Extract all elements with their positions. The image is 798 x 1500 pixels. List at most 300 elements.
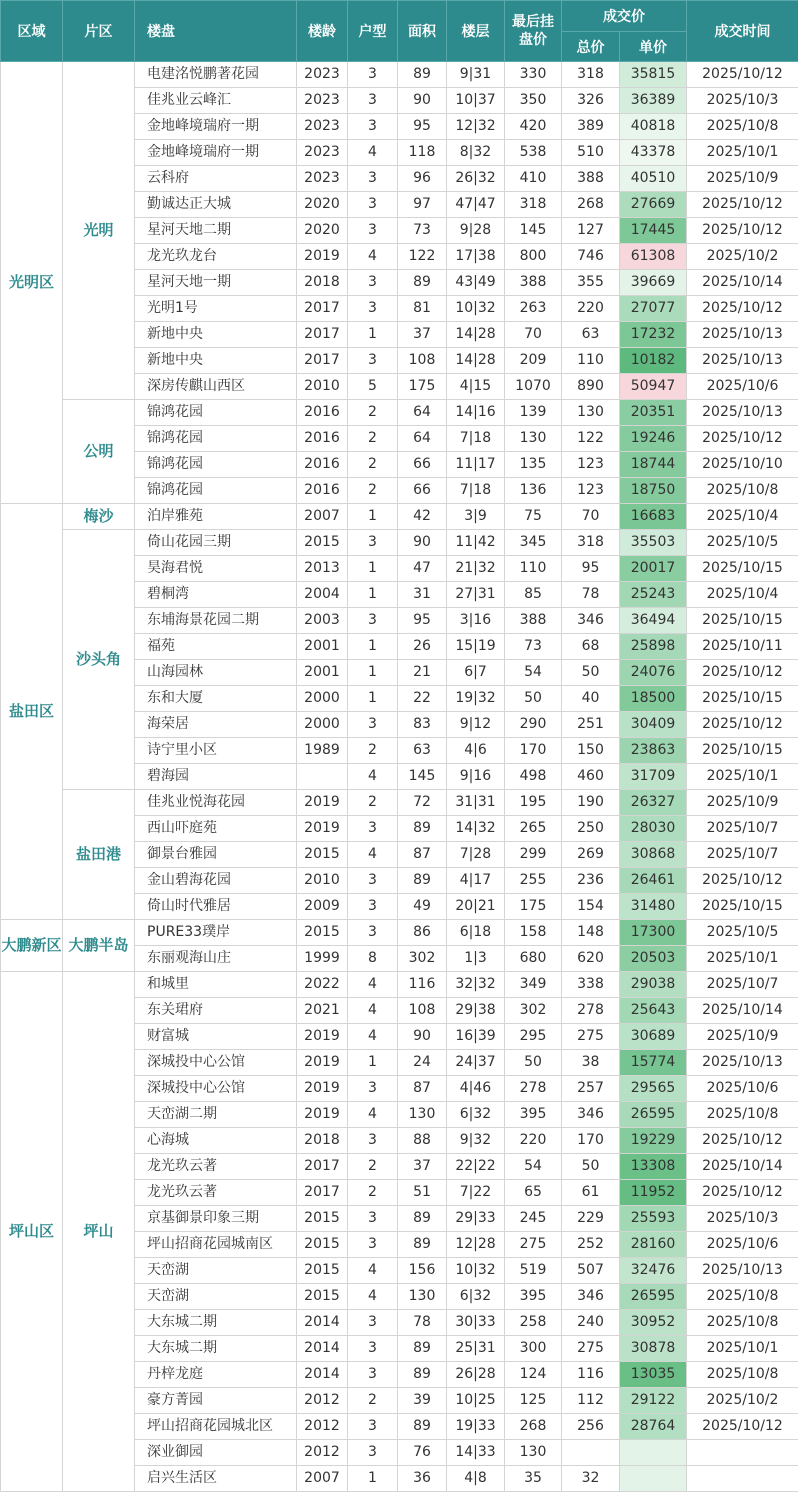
floor-cell: 10|37 [447, 88, 505, 114]
floor-cell: 26|32 [447, 166, 505, 192]
area-cell: 89 [398, 1336, 447, 1362]
date-cell: 2025/10/9 [687, 166, 798, 192]
floor-cell: 8|32 [447, 140, 505, 166]
total-cell: 112 [562, 1388, 620, 1414]
layout-cell: 4 [348, 842, 398, 868]
floor-cell: 16|39 [447, 1024, 505, 1050]
area-cell: 90 [398, 88, 447, 114]
area-cell: 37 [398, 1154, 447, 1180]
floor-cell: 9|28 [447, 218, 505, 244]
header-zone: 片区 [63, 1, 135, 62]
unit-cell: 39669 [620, 270, 687, 296]
total-cell: 123 [562, 478, 620, 504]
age-cell: 2019 [297, 1102, 348, 1128]
date-cell: 2025/10/3 [687, 88, 798, 114]
layout-cell: 8 [348, 946, 398, 972]
area-cell: 89 [398, 270, 447, 296]
unit-cell: 50947 [620, 374, 687, 400]
area-cell: 49 [398, 894, 447, 920]
total-cell: 346 [562, 608, 620, 634]
table-row [1, 530, 798, 556]
total-cell: 275 [562, 1024, 620, 1050]
layout-cell: 1 [348, 556, 398, 582]
floor-cell: 19|33 [447, 1414, 505, 1440]
name-cell: 佳兆业云峰汇 [135, 88, 297, 114]
total-cell: 507 [562, 1258, 620, 1284]
age-cell: 2010 [297, 868, 348, 894]
area-cell: 118 [398, 140, 447, 166]
age-cell: 2022 [297, 972, 348, 998]
zone-cell: 梅沙 [63, 504, 135, 530]
age-cell: 2016 [297, 452, 348, 478]
unit-cell: 10182 [620, 348, 687, 374]
list-cell: 680 [505, 946, 562, 972]
list-cell: 350 [505, 88, 562, 114]
floor-cell: 25|31 [447, 1336, 505, 1362]
age-cell: 2015 [297, 1284, 348, 1310]
total-cell: 346 [562, 1284, 620, 1310]
unit-cell: 26327 [620, 790, 687, 816]
date-cell: 2025/10/2 [687, 1388, 798, 1414]
unit-cell: 36494 [620, 608, 687, 634]
date-cell: 2025/10/6 [687, 1076, 798, 1102]
age-cell: 2019 [297, 244, 348, 270]
unit-cell: 31480 [620, 894, 687, 920]
area-cell: 21 [398, 660, 447, 686]
layout-cell: 4 [348, 972, 398, 998]
total-cell: 127 [562, 218, 620, 244]
area-cell: 96 [398, 166, 447, 192]
floor-cell: 12|32 [447, 114, 505, 140]
total-cell: 229 [562, 1206, 620, 1232]
total-cell: 275 [562, 1336, 620, 1362]
name-cell: 锦鸿花园 [135, 400, 297, 426]
list-cell: 278 [505, 1076, 562, 1102]
age-cell: 2015 [297, 920, 348, 946]
unit-cell: 26595 [620, 1284, 687, 1310]
unit-cell: 25243 [620, 582, 687, 608]
list-cell: 302 [505, 998, 562, 1024]
layout-cell: 4 [348, 1258, 398, 1284]
date-cell: 2025/10/1 [687, 140, 798, 166]
floor-cell: 12|28 [447, 1232, 505, 1258]
name-cell: 云科府 [135, 166, 297, 192]
date-cell: 2025/10/12 [687, 62, 798, 88]
list-cell: 395 [505, 1102, 562, 1128]
age-cell: 2012 [297, 1388, 348, 1414]
total-cell: 355 [562, 270, 620, 296]
date-cell: 2025/10/14 [687, 270, 798, 296]
floor-cell: 4|8 [447, 1466, 505, 1492]
layout-cell: 3 [348, 1440, 398, 1466]
name-cell: 东丽观海山庄 [135, 946, 297, 972]
layout-cell: 2 [348, 1154, 398, 1180]
age-cell: 2019 [297, 1050, 348, 1076]
name-cell: 倚山花园三期 [135, 530, 297, 556]
date-cell: 2025/10/12 [687, 868, 798, 894]
floor-cell: 29|33 [447, 1206, 505, 1232]
list-cell: 50 [505, 1050, 562, 1076]
unit-cell: 30952 [620, 1310, 687, 1336]
header-area: 面积 [398, 1, 447, 62]
age-cell: 2019 [297, 816, 348, 842]
age-cell: 2014 [297, 1336, 348, 1362]
list-cell: 195 [505, 790, 562, 816]
unit-cell: 27077 [620, 296, 687, 322]
list-cell: 73 [505, 634, 562, 660]
area-cell: 89 [398, 62, 447, 88]
layout-cell: 4 [348, 1284, 398, 1310]
floor-cell: 47|47 [447, 192, 505, 218]
date-cell: 2025/10/12 [687, 1128, 798, 1154]
age-cell: 2017 [297, 1180, 348, 1206]
list-cell: 54 [505, 660, 562, 686]
total-cell: 252 [562, 1232, 620, 1258]
date-cell: 2025/10/10 [687, 452, 798, 478]
date-cell: 2025/10/15 [687, 556, 798, 582]
list-cell: 70 [505, 322, 562, 348]
total-cell: 460 [562, 764, 620, 790]
list-cell: 330 [505, 62, 562, 88]
date-cell: 2025/10/6 [687, 374, 798, 400]
total-cell: 620 [562, 946, 620, 972]
list-cell: 245 [505, 1206, 562, 1232]
total-cell: 268 [562, 192, 620, 218]
name-cell: 财富城 [135, 1024, 297, 1050]
age-cell: 2001 [297, 634, 348, 660]
area-cell: 87 [398, 1076, 447, 1102]
name-cell: 诗宁里小区 [135, 738, 297, 764]
name-cell: 碧桐湾 [135, 582, 297, 608]
unit-cell: 19229 [620, 1128, 687, 1154]
unit-cell: 26595 [620, 1102, 687, 1128]
layout-cell: 4 [348, 140, 398, 166]
age-cell: 2012 [297, 1440, 348, 1466]
list-cell: 145 [505, 218, 562, 244]
name-cell: 佳兆业悦海花园 [135, 790, 297, 816]
total-cell: 50 [562, 660, 620, 686]
table-header [1, 1, 798, 62]
age-cell: 2014 [297, 1310, 348, 1336]
list-cell: 124 [505, 1362, 562, 1388]
unit-cell: 17445 [620, 218, 687, 244]
date-cell: 2025/10/15 [687, 686, 798, 712]
unit-cell: 19246 [620, 426, 687, 452]
list-cell: 318 [505, 192, 562, 218]
area-cell: 302 [398, 946, 447, 972]
total-cell: 190 [562, 790, 620, 816]
floor-cell: 27|31 [447, 582, 505, 608]
table-row [1, 790, 798, 816]
floor-cell: 14|28 [447, 322, 505, 348]
name-cell: 御景台雅园 [135, 842, 297, 868]
age-cell: 2003 [297, 608, 348, 634]
name-cell: 豪方菁园 [135, 1388, 297, 1414]
area-cell: 95 [398, 608, 447, 634]
floor-cell: 21|32 [447, 556, 505, 582]
list-cell: 136 [505, 478, 562, 504]
list-cell: 265 [505, 816, 562, 842]
layout-cell: 2 [348, 738, 398, 764]
area-cell: 87 [398, 842, 447, 868]
date-cell: 2025/10/1 [687, 1336, 798, 1362]
area-cell: 108 [398, 348, 447, 374]
list-cell: 268 [505, 1414, 562, 1440]
age-cell: 2014 [297, 1362, 348, 1388]
unit-cell: 61308 [620, 244, 687, 270]
name-cell: 龙光玖云著 [135, 1154, 297, 1180]
unit-cell: 25898 [620, 634, 687, 660]
name-cell: PURE33璞岸 [135, 920, 297, 946]
area-cell: 86 [398, 920, 447, 946]
total-cell: 40 [562, 686, 620, 712]
layout-cell: 4 [348, 1024, 398, 1050]
layout-cell: 2 [348, 426, 398, 452]
age-cell: 2017 [297, 1154, 348, 1180]
layout-cell: 3 [348, 1336, 398, 1362]
unit-cell: 35815 [620, 62, 687, 88]
name-cell: 东和大厦 [135, 686, 297, 712]
total-cell: 38 [562, 1050, 620, 1076]
unit-cell: 35503 [620, 530, 687, 556]
name-cell: 深城投中心公馆 [135, 1076, 297, 1102]
table-row [1, 504, 798, 530]
name-cell: 泊岸雅苑 [135, 504, 297, 530]
age-cell: 2013 [297, 556, 348, 582]
date-cell: 2025/10/8 [687, 478, 798, 504]
date-cell: 2025/10/15 [687, 608, 798, 634]
total-cell: 61 [562, 1180, 620, 1206]
unit-cell: 23863 [620, 738, 687, 764]
date-cell: 2025/10/13 [687, 1258, 798, 1284]
unit-cell: 31709 [620, 764, 687, 790]
total-cell: 269 [562, 842, 620, 868]
date-cell: 2025/10/3 [687, 1206, 798, 1232]
layout-cell: 2 [348, 790, 398, 816]
list-cell: 175 [505, 894, 562, 920]
total-cell: 116 [562, 1362, 620, 1388]
layout-cell: 3 [348, 218, 398, 244]
age-cell: 2019 [297, 1024, 348, 1050]
floor-cell: 19|32 [447, 686, 505, 712]
date-cell: 2025/10/13 [687, 348, 798, 374]
layout-cell: 3 [348, 868, 398, 894]
area-cell: 156 [398, 1258, 447, 1284]
list-cell: 130 [505, 1440, 562, 1466]
name-cell: 金地峰境瑞府一期 [135, 140, 297, 166]
date-cell: 2025/10/5 [687, 530, 798, 556]
name-cell: 倚山时代雅居 [135, 894, 297, 920]
date-cell: 2025/10/7 [687, 816, 798, 842]
name-cell: 东埔海景花园二期 [135, 608, 297, 634]
unit-cell: 29038 [620, 972, 687, 998]
floor-cell: 6|32 [447, 1284, 505, 1310]
name-cell: 大东城二期 [135, 1336, 297, 1362]
total-cell: 236 [562, 868, 620, 894]
layout-cell: 3 [348, 88, 398, 114]
unit-cell: 28160 [620, 1232, 687, 1258]
age-cell: 2010 [297, 374, 348, 400]
age-cell: 2020 [297, 218, 348, 244]
name-cell: 新地中央 [135, 348, 297, 374]
layout-cell: 3 [348, 192, 398, 218]
total-cell: 150 [562, 738, 620, 764]
date-cell: 2025/10/14 [687, 998, 798, 1024]
total-cell: 68 [562, 634, 620, 660]
unit-cell: 26461 [620, 868, 687, 894]
floor-cell: 43|49 [447, 270, 505, 296]
unit-cell: 30689 [620, 1024, 687, 1050]
list-cell: 130 [505, 426, 562, 452]
date-cell: 2025/10/1 [687, 946, 798, 972]
list-cell: 125 [505, 1388, 562, 1414]
name-cell: 京基御景印象三期 [135, 1206, 297, 1232]
area-cell: 108 [398, 998, 447, 1024]
total-cell: 346 [562, 1102, 620, 1128]
layout-cell: 2 [348, 452, 398, 478]
unit-cell: 17232 [620, 322, 687, 348]
age-cell: 2015 [297, 1206, 348, 1232]
area-cell: 22 [398, 686, 447, 712]
name-cell: 深房传麒山西区 [135, 374, 297, 400]
layout-cell: 3 [348, 166, 398, 192]
total-cell: 338 [562, 972, 620, 998]
name-cell: 星河天地二期 [135, 218, 297, 244]
age-cell: 2018 [297, 1128, 348, 1154]
total-cell: 746 [562, 244, 620, 270]
floor-cell: 14|16 [447, 400, 505, 426]
area-cell: 89 [398, 868, 447, 894]
name-cell: 锦鸿花园 [135, 478, 297, 504]
table-body [1, 62, 798, 1492]
date-cell: 2025/10/15 [687, 738, 798, 764]
total-cell: 154 [562, 894, 620, 920]
name-cell: 锦鸿花园 [135, 426, 297, 452]
list-cell: 498 [505, 764, 562, 790]
date-cell: 2025/10/2 [687, 244, 798, 270]
total-cell: 240 [562, 1310, 620, 1336]
layout-cell: 3 [348, 114, 398, 140]
date-cell: 2025/10/12 [687, 296, 798, 322]
floor-cell: 22|22 [447, 1154, 505, 1180]
total-cell: 318 [562, 530, 620, 556]
age-cell: 2015 [297, 842, 348, 868]
area-cell: 73 [398, 218, 447, 244]
name-cell: 深业御园 [135, 1440, 297, 1466]
area-cell: 63 [398, 738, 447, 764]
list-cell: 35 [505, 1466, 562, 1492]
area-cell: 175 [398, 374, 447, 400]
list-cell: 158 [505, 920, 562, 946]
name-cell: 天峦湖 [135, 1258, 297, 1284]
floor-cell: 11|42 [447, 530, 505, 556]
layout-cell: 2 [348, 1388, 398, 1414]
list-cell: 349 [505, 972, 562, 998]
unit-cell: 30878 [620, 1336, 687, 1362]
layout-cell: 1 [348, 582, 398, 608]
name-cell: 福苑 [135, 634, 297, 660]
unit-cell: 25593 [620, 1206, 687, 1232]
list-cell: 50 [505, 686, 562, 712]
floor-cell: 31|31 [447, 790, 505, 816]
age-cell: 2017 [297, 322, 348, 348]
date-cell: 2025/10/9 [687, 790, 798, 816]
name-cell: 山海园林 [135, 660, 297, 686]
name-cell: 龙光玖龙台 [135, 244, 297, 270]
floor-cell: 3|9 [447, 504, 505, 530]
layout-cell: 1 [348, 322, 398, 348]
unit-cell: 11952 [620, 1180, 687, 1206]
name-cell: 新地中央 [135, 322, 297, 348]
area-cell: 26 [398, 634, 447, 660]
unit-cell: 40818 [620, 114, 687, 140]
header-list-price-text: 最后挂盘价 [512, 14, 554, 48]
date-cell: 2025/10/1 [687, 764, 798, 790]
floor-cell: 9|31 [447, 62, 505, 88]
age-cell: 2015 [297, 1232, 348, 1258]
area-cell: 31 [398, 582, 447, 608]
list-cell: 220 [505, 1128, 562, 1154]
total-cell: 251 [562, 712, 620, 738]
name-cell: 坪山招商花园城南区 [135, 1232, 297, 1258]
date-cell [687, 1440, 798, 1466]
total-cell: 63 [562, 322, 620, 348]
layout-cell: 3 [348, 1362, 398, 1388]
area-cell: 89 [398, 1414, 447, 1440]
age-cell: 2023 [297, 88, 348, 114]
area-cell: 42 [398, 504, 447, 530]
floor-cell: 17|38 [447, 244, 505, 270]
floor-cell: 4|17 [447, 868, 505, 894]
area-cell: 88 [398, 1128, 447, 1154]
unit-cell [620, 1466, 687, 1492]
unit-cell: 27669 [620, 192, 687, 218]
date-cell: 2025/10/7 [687, 842, 798, 868]
list-cell: 135 [505, 452, 562, 478]
unit-cell: 18744 [620, 452, 687, 478]
date-cell: 2025/10/13 [687, 322, 798, 348]
total-cell: 170 [562, 1128, 620, 1154]
date-cell: 2025/10/5 [687, 920, 798, 946]
age-cell: 1999 [297, 946, 348, 972]
name-cell: 东关珺府 [135, 998, 297, 1024]
list-cell: 388 [505, 608, 562, 634]
date-cell: 2025/10/15 [687, 894, 798, 920]
header-list-price [505, 1, 562, 62]
list-cell: 75 [505, 504, 562, 530]
area-cell: 89 [398, 816, 447, 842]
table-row [1, 400, 798, 426]
age-cell: 2004 [297, 582, 348, 608]
zone-cell: 盐田港 [63, 790, 135, 920]
age-cell: 2009 [297, 894, 348, 920]
date-cell: 2025/10/9 [687, 1024, 798, 1050]
area-cell: 81 [398, 296, 447, 322]
area-cell: 145 [398, 764, 447, 790]
layout-cell: 1 [348, 504, 398, 530]
area-cell: 64 [398, 426, 447, 452]
list-cell: 139 [505, 400, 562, 426]
age-cell: 2016 [297, 400, 348, 426]
date-cell: 2025/10/12 [687, 712, 798, 738]
area-cell: 78 [398, 1310, 447, 1336]
total-cell: 890 [562, 374, 620, 400]
total-cell: 388 [562, 166, 620, 192]
area-cell: 39 [398, 1388, 447, 1414]
name-cell: 天峦湖 [135, 1284, 297, 1310]
list-cell: 290 [505, 712, 562, 738]
list-cell: 519 [505, 1258, 562, 1284]
